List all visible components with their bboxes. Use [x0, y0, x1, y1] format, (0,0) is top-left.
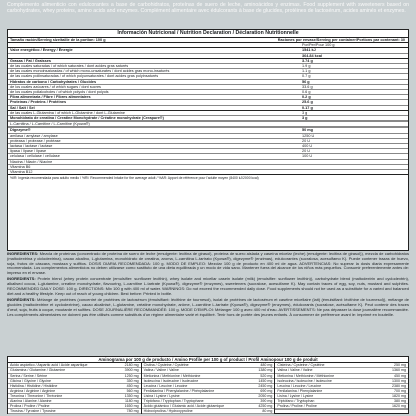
nutrient-value-1 — [258, 43, 300, 47]
nutrient-value-1 — [258, 128, 300, 132]
amino-name: Metionina / Methionine / Méthionine — [277, 373, 335, 378]
nutrient-value-1 — [258, 48, 300, 52]
amino-value: 390 mg — [260, 398, 273, 403]
nutrient-value-1 — [258, 80, 300, 84]
amino-name: Valina / Valine / Valine — [277, 368, 313, 373]
amino-value: 380 mg — [394, 398, 407, 403]
amino-value: 700 mg — [394, 388, 407, 393]
nutrition-footnote: %IR: Ingesta recomendada para adulto medio / %RI: Recommended Intake for the average adult / %AR: Apport de référence pour l'adulte moyen (8400 kJ/2000 kcal) — [10, 176, 259, 181]
nutrient-value-2: 1250 U — [302, 133, 315, 138]
nutrient-label: Vitamina B12 — [10, 170, 33, 175]
nutrient-label: lactasa / lactase / lactase — [10, 144, 53, 149]
nutrient-value-1 — [258, 139, 300, 143]
amino-name: Serina / Serine / Sérine — [10, 373, 48, 378]
amino-value: 1820 mg — [392, 393, 407, 398]
nutrient-value-2: 1.1 g — [302, 69, 311, 74]
nutrient-value-1 — [258, 59, 300, 63]
amino-value: 480 mg — [260, 363, 273, 368]
amino-value: 2450 mg — [258, 383, 273, 388]
nutrient-value-1 — [258, 106, 300, 110]
ingredients-section — [7, 252, 409, 352]
nutrient-value-1 — [258, 154, 300, 158]
nutrient-label: celulasa / cellulase / cellulase — [10, 154, 60, 159]
amino-name: Ácido aspártico / Aspartic acid / Acide aspartique — [10, 363, 88, 368]
nutrient-value-2: 25.6 g — [302, 100, 313, 105]
amino-value: 2050 mg — [258, 393, 273, 398]
nutrient-value-1 — [258, 144, 300, 148]
ingredients-fr — [7, 298, 409, 317]
nutrient-value-1 — [258, 54, 300, 58]
amino-value: 1360 mg — [392, 368, 407, 373]
amino-column-1 — [8, 363, 142, 413]
nutrition-rows — [8, 43, 408, 175]
nutrient-label — [8, 43, 258, 47]
ingredients-fr-head: INGRÉDIENTS: — [7, 297, 36, 303]
serving-size: Tamaño ración/Serving size/taille de la portion: 100 g — [10, 38, 106, 42]
nutrient-value-1 — [258, 165, 300, 169]
nutrient-value-2: 3 g — [302, 110, 308, 115]
nutrient-value-2: 100 U — [302, 154, 313, 159]
amino-name: Fenilalanina / Phenylalanine / Phénylalanine — [143, 388, 215, 393]
nutrient-value-2: 50 mg — [302, 128, 313, 133]
nutrient-label: de las cuales saturadas / of which saturates / dont acides gras saturés — [10, 64, 129, 69]
intro-text: Complemento alimenticio con edulcorantes a base de carbohidratos, proteínas de suero de leche, aminoácidos y enzimas. Food supplement with sweeteners based on carbohydrates, whey proteins, amino acids and enzymes. Complément alimentaire avec édulcorants à base de glucides, protéines de lactosérum, acides aminés et enzymes. — [7, 2, 409, 15]
amino-name: Leucina / Leucine / Leucine — [277, 383, 322, 388]
amino-value: 1180 mg — [124, 398, 139, 403]
amino-value: 3900 mg — [124, 368, 139, 373]
amino-value: 780 mg — [126, 408, 139, 413]
ingredients-fr-body: Mélange de protéines (concentré de protéines de lactosérum (émulsifiant: lécithine de tournesol), isolat de protéines de lactosérum et caséine micellaire (lait) (émulsifiant: lécithine de tournesol)), mélange de glucides (maltodextrine et cyclodextrine), cacao alcalinisé, L-glutamine, créatine monohydrate, arôme, L-carnitine L-tartrate (Kyowa®), digezyme® (enzymes), édulcorants (sucralose, acésulfame K). Peut contenir des traces d'œuf, soja, fruits à coque, moutarde et sulfites. DOSE JOURNALIÈRE RECOMMANDÉE: 100 g. MODE D'EMPLOI: Mélanger 100 g avec 400 ml d'eau. AVERTISSEMENTS: Ne pas dépasser la dose journalière recommandée. Les compléments alimentaires ne doivent pas être utilisés comme substituts d'un régime alimentaire varié et équilibré. Tenir hors de portée des jeunes enfants. À consommer de préférence avant le: imprimé en bouteille. — [7, 297, 409, 317]
nutrient-value-2: 0.17 g — [302, 105, 313, 110]
amino-name: Isoleucina / Isoleucine / Isoleucine — [277, 378, 332, 383]
nutrient-value-2 — [300, 165, 408, 169]
nutrient-value-2: 0.6 g — [302, 90, 311, 95]
amino-name: Alanina / Alanine / Alanine — [10, 398, 52, 403]
ingredients-en-head: INGREDIENTS: — [7, 276, 36, 282]
nutrient-value-1 — [258, 170, 300, 174]
nutrient-label: Monohidrato de creatina / Creatine Monohydrate / Créatine monohydrate (Creapure®) — [10, 116, 164, 121]
amino-value: 1380 mg — [258, 368, 273, 373]
nutrient-label — [8, 54, 258, 58]
amino-value: 520 mg — [260, 373, 273, 378]
nutrient-value-2 — [300, 160, 408, 164]
amino-name: Fenilalanina / Phenylalanine — [277, 388, 323, 393]
amino-value: 2180 mg — [124, 363, 139, 368]
nutrient-value-1 — [258, 85, 300, 89]
nutrient-value-1 — [258, 160, 300, 164]
amino-name: Isoleucina / Isoleucine / Isoleucine — [143, 378, 199, 383]
nutrient-value-1 — [258, 111, 300, 115]
nutrient-value-2: 56 g — [302, 79, 310, 84]
amino-value: 1450 mg — [258, 378, 273, 383]
amino-name: Glicina / Glycine / Glycine — [10, 378, 51, 383]
amino-column-3 — [275, 363, 408, 413]
nutrient-value-2: 0.7 g — [302, 74, 311, 79]
amino-table — [7, 356, 409, 414]
amino-title: Aminograma por 100 g de producto / Amino Profile per 100 g of product / Profil Aminopour 100 g de produit — [8, 357, 408, 363]
amino-row — [275, 409, 408, 410]
amino-value: 450 mg — [394, 373, 407, 378]
amino-row — [8, 409, 141, 414]
amino-name: Treonina / Threonine / Thréonine — [10, 393, 63, 398]
nutrient-label: de las cuales poliinsaturadas / of which polyunsaturates / dont acides gras polyinsaturés — [10, 74, 159, 79]
nutrient-value-2 — [300, 122, 408, 126]
nutrient-value-2: 364.84 kcal — [302, 53, 323, 58]
nutrient-value-1 — [258, 74, 300, 78]
amino-name: Tirosina / Tyrosine / Tyrosine — [10, 408, 56, 413]
amino-name: Lisina / Lysine / Lysine — [143, 393, 180, 398]
nutrient-value-1 — [258, 90, 300, 94]
amino-name: Cisteína / Cysteine / Cystéine — [277, 363, 325, 368]
amino-value: 2380 mg — [392, 383, 407, 388]
amino-name: Ácido glutámico / Glutamic acid / Acide glutamique — [143, 403, 225, 408]
amino-name: Valina / Valine / Valine — [143, 368, 179, 373]
nutrient-label: Proteínas / Proteins / Protéines — [10, 100, 67, 105]
nutrient-value-1 — [258, 95, 300, 99]
nutrient-label: de las cuales L-Glutamina / of which L-Glutamine / dont L-Glutamine — [10, 110, 126, 115]
nutrient-value-1 — [258, 134, 300, 138]
nutrient-label: proteasa / protease / protéase — [10, 138, 61, 143]
nutrient-label: Niacina / Niacin / Niacine — [10, 159, 53, 164]
amino-value: 1650 mg — [124, 403, 139, 408]
nutrient-value-2: Por/Per/Pour 100 g — [302, 43, 335, 48]
nutrient-value-1 — [258, 149, 300, 153]
amino-value: 560 mg — [126, 388, 139, 393]
amino-value: 450 mg — [126, 383, 139, 388]
nutrient-value-2 — [300, 170, 408, 174]
amino-name: Lisina / Lysine / Lysine — [277, 393, 314, 398]
nutrient-value-1 — [258, 116, 300, 120]
nutrient-value-2: 3.74 g — [302, 58, 313, 63]
amino-value: 4250 mg — [258, 403, 273, 408]
amino-value: 80 mg — [262, 408, 273, 413]
amino-name: Glutamina / Glutamine / Glutamine — [10, 368, 66, 373]
amino-name: Prolina / Proline / Proline — [277, 403, 317, 408]
nutrition-title: Información Nutricional / Nutrition Declaration / Déclaration Nutritionnelle — [8, 30, 408, 38]
nutrient-label: de los cuales azúcares / of which sugars / dont sucres — [10, 84, 101, 89]
amino-value: 1250 mg — [124, 373, 139, 378]
nutrient-label: Grasas / Fat / Graisses — [10, 58, 51, 63]
amino-value: 1620 mg — [392, 403, 407, 408]
amino-value: 690 mg — [260, 388, 273, 393]
amino-name: Triptófano / Tryptophan — [277, 398, 315, 403]
nutrient-value-2: 400 U — [302, 144, 313, 149]
nutrient-label: lipasa / lipase / lipase — [10, 149, 47, 154]
amino-column-2 — [142, 363, 276, 413]
nutrient-value-2: 33.6 g — [302, 84, 313, 89]
amino-name: Histidina / Histidine / Histidine — [10, 383, 58, 388]
nutrient-value-2: 20 U — [302, 149, 311, 154]
nutrient-label: Valor energético / Energy / Énergie — [10, 48, 73, 53]
nutrient-value-1 — [258, 69, 300, 73]
nutrient-label: Fibra alimentaria / Fibre / Fibres alimentaires — [10, 95, 91, 100]
nutrient-value-1 — [258, 64, 300, 68]
ingredients-es — [7, 252, 409, 276]
ingredients-en — [7, 277, 409, 296]
nutrient-label: Hidratos de carbono / Carbohydrates / Glucides — [10, 79, 97, 84]
nutrient-value-1 — [258, 100, 300, 104]
amino-name: Metionina / Methionine / Méthionine — [143, 373, 201, 378]
nutrient-label: de las cuales monoinsaturadas / of which mono-unsaturates / dont acides gras mono-insaturés — [10, 69, 170, 74]
nutrient-label: Sal / Salt / Sel — [10, 105, 35, 110]
ingredients-es-head: INGREDIENTES: — [7, 251, 39, 256]
amino-name: Arginina / Arginine / Arginine — [10, 388, 56, 393]
amino-name: Prolina / Proline / Proline — [10, 403, 50, 408]
amino-row — [142, 409, 275, 414]
nutrient-label: Digezyme® — [10, 128, 31, 133]
nutrient-label: L-Carnitina / L-Carnitine / L-Carnitine (Kyowa®) — [10, 122, 90, 127]
nutrient-value-2: 3 g — [302, 116, 308, 121]
nutrient-value-2: 1541 kJ — [302, 48, 316, 53]
amino-name: Triptófano / Tryptophan / Tryptophane — [143, 398, 204, 403]
ingredients-es-body: Mezcla de proteínas (concentrado de proteína de suero de leche (emulgente: lecitina de girasol), proteína de suero aislada y caseína micelar (leche) (emulgente: lecitina de girasol)), mezcla de carbohidratos (maltodextrina y ciclodextrina), cacao alcalino, L-glutamina, monohidrato de creatina, aroma, L-carnitina L-tartrato (Kyowa®), digezyme® (enzimas), edulcorantes (sucralosa, acesulfamo K). Puede contener trazas de huevo, soja, frutos de cáscara, mostaza y sulfitos. DOSIS DIARIA RECOMENDADA: 100 g. MODO DE EMPLEO: Mezclar 100 g de producto en 400 ml de agua. ADVERTENCIAS: No superar la dosis diaria expresamente recomendada. Los complementos alimenticios no deben utilizarse como sustituto de una dieta equilibrada y un modo de vida sano. Mantener fuera del alcance de los niños más pequeños. Consumir preferentemente antes de: impreso en el envase. — [7, 251, 409, 276]
amino-value: 1350 mg — [124, 393, 139, 398]
amino-name: Hidroxiprolina / Hydroxyproline — [143, 408, 193, 413]
nutrient-value-2: 20 U — [302, 138, 311, 143]
nutrient-label: amilasa / amylase / amylase — [10, 133, 58, 138]
nutrient-label: de los cuales polialcoholes / of which polyols / dont polyols — [10, 90, 109, 95]
amino-value: 250 mg — [394, 363, 407, 368]
nutrient-value-1 — [258, 122, 300, 126]
nutrient-label: Vitamina B6 — [10, 164, 31, 169]
amino-name: Cistina / Cysteine / Cystéine — [143, 363, 189, 368]
servings-per-container: Raciones por envase/Serving per container/Portions par contenant: 30 — [277, 38, 405, 42]
amino-name: Leucina / Leucine / Leucine — [143, 383, 188, 388]
amino-value: 350 mg — [126, 378, 139, 383]
ingredients-en-body: Protein blend (whey protein concentrate (emulsifier: sunflower lecithin), whey isolate and micellar casein isolate (milk) (emulsifier: sunflower lecithin)), carbohydrate blend (maltodextrin and cyclodextrin), alkalised cocoa, L-glutamine, creatine monohydrate, flavouring, L-carnitine L-tartrate (Kyowa®), digezyme® (enzymes), sweeteners (sucralose, acesulfame K). May contain traces of egg, soy, nuts, mustard and sulphites. RECOMMENDED DAILY DOSE: 100 g. DIRECTIONS: Mix 100 g with 400 ml of water. WARNINGS: Do not exceed the recommended daily dose. Food supplements should not be used as a substitute for a varied and balanced diet and a healthy lifestyle. Keep out of reach of young children. Best before: Printed in bottle. — [7, 276, 409, 296]
nutrition-table — [7, 29, 409, 251]
nutrient-value-2: 1.9 g — [302, 64, 311, 69]
nutrient-value-2: 0.2 g — [302, 95, 311, 100]
amino-value: 1300 mg — [392, 378, 407, 383]
